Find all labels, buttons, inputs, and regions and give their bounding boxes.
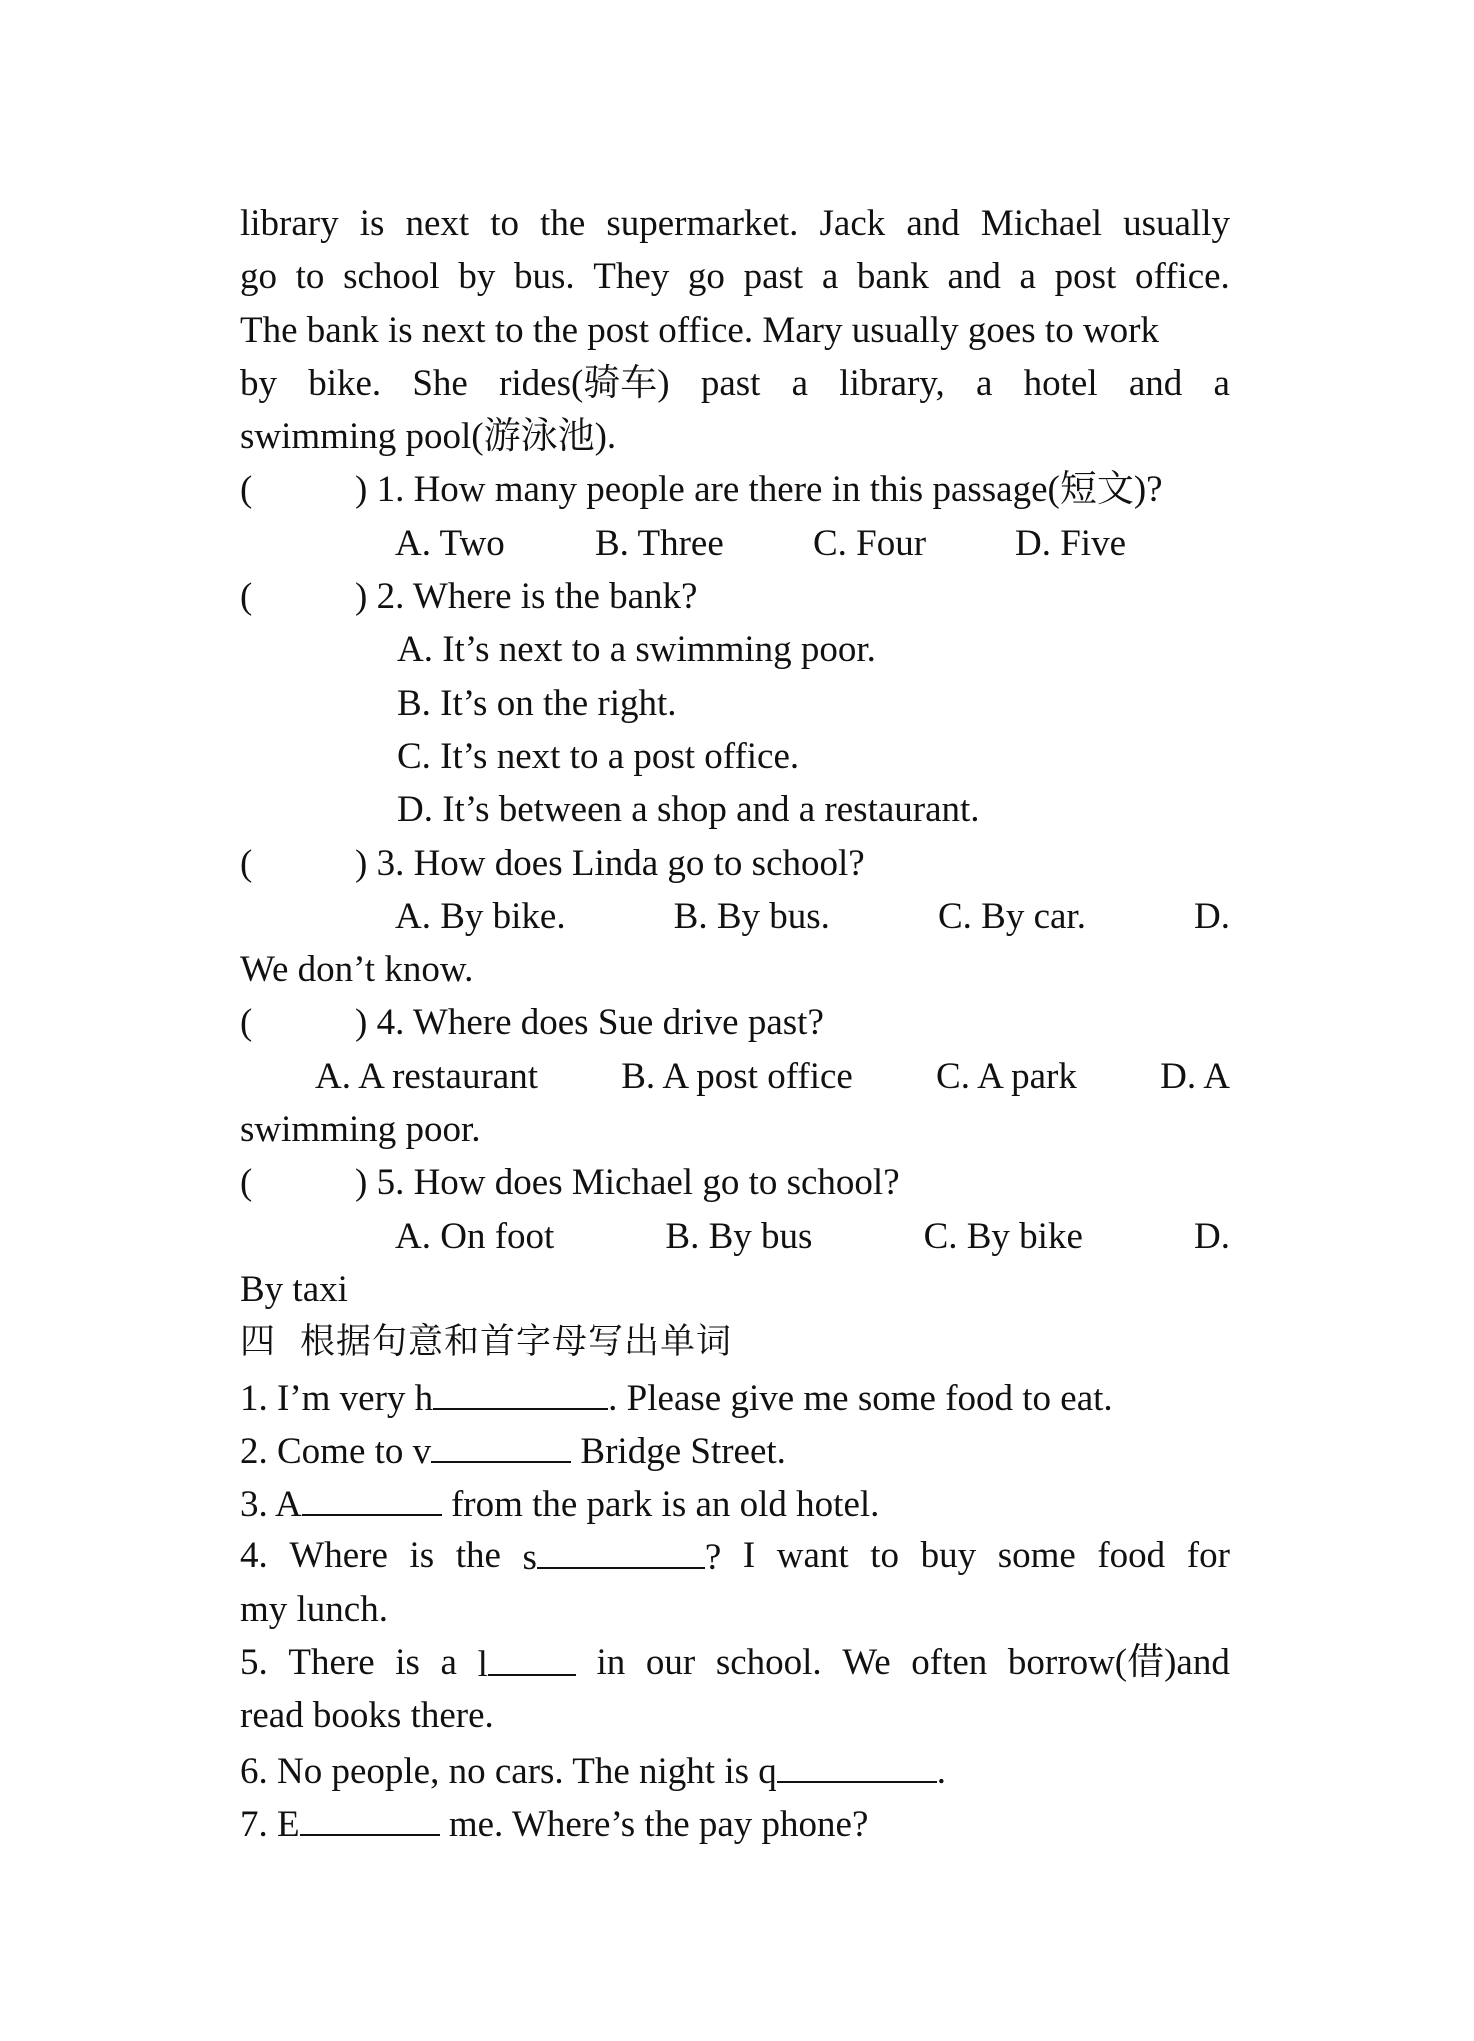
passage-word: Michael [980,203,1103,244]
passage-line-2 [240,250,1230,303]
question-2-text: 2. Where is the bank? [376,576,698,618]
option-c: C. Four [813,522,927,564]
passage-word: bike. [308,362,382,404]
passage-word: a [791,362,809,404]
fill-word: our [645,1642,696,1684]
option-d: D. A [1160,1055,1230,1097]
passage-word: post [1054,256,1117,298]
fill-letter-with-blank [478,1636,576,1689]
question-3: ( ) 3. How does Linda go to school? [240,837,1230,890]
question-3-text: 3. How does Linda go to school? [376,842,865,884]
option-d: D. Five [1015,522,1126,564]
passage-word: and [906,203,960,244]
passage-word: bank [856,256,929,298]
passage-word: past [743,256,804,298]
answer-blank-7[interactable] [300,1796,440,1836]
option-c: C. A park [936,1055,1077,1097]
option-d: D. [1194,1215,1230,1257]
passage-word: go [240,256,277,298]
passage-word: and [947,256,1001,298]
option-c: C. By car. [937,895,1086,937]
question-2: ( ) 2. Where is the bank? [240,570,1230,623]
question-4-options [240,1050,1230,1103]
passage-word: go [687,256,725,298]
option-a: A. By bike. [395,895,566,937]
passage-word: a [975,362,993,404]
fill-word: is [395,1642,420,1684]
passage-word: supermarket. [606,203,799,244]
question-5: ( ) 5. How does Michael go to school? [240,1156,1230,1209]
answer-blank-1[interactable] [433,1370,608,1410]
fill-word: I [742,1535,756,1577]
fill-item-5-wrap: read books there. [240,1695,494,1737]
question-5-options [240,1210,1230,1263]
fill-word: school. [715,1642,822,1684]
option-c: C. By bike [923,1215,1083,1257]
question-1-text: 1. How many people are there in this passage(短文)? [376,469,1163,511]
fill-word: buy [920,1535,977,1577]
option-b: B. By bus. [673,895,830,937]
passage-line-4 [240,357,1230,410]
passage-word: office. [1134,256,1230,298]
answer-paren-1[interactable]: ( [240,469,253,511]
passage-word: school [343,256,440,298]
answer-paren-2[interactable]: ( [240,576,253,618]
initial-letter: s [522,1537,537,1579]
fill-word: There [288,1642,375,1684]
passage-word: by [458,256,496,298]
fill-word: We [842,1642,891,1684]
option-c: C. It’s next to a post office. [397,735,800,777]
question-5-text: 5. How does Michael go to school? [376,1162,900,1204]
option-b: B. Three [595,522,724,564]
fill-word: the [455,1535,501,1577]
fill-word: often [911,1642,988,1684]
fill-letter-with-blank [522,1529,721,1582]
passage-line-1 [240,197,1230,250]
answer-blank-3[interactable] [302,1476,442,1516]
passage-word: the [540,203,586,244]
passage-word: The bank is next to the post office. Mary usually goes to work [240,309,1160,351]
option-b: B. It’s on the right. [397,682,677,724]
fill-word: some [997,1535,1076,1577]
fill-item-1: 1. I’m very h . Please give me some food to eat. [240,1370,1230,1423]
passage-word: library, [839,362,945,404]
passage-word: hotel [1023,362,1098,404]
passage-word: by [240,362,277,404]
fill-item-6: 6. No people, no cars. The night is q . [240,1743,1230,1796]
passage-word: rides(骑车) [499,362,670,404]
fill-word: want [776,1535,849,1577]
answer-blank-2[interactable] [431,1423,571,1463]
passage-word: next [405,203,470,244]
passage-word: to [295,256,325,298]
passage-word: to [490,203,519,244]
fill-item-4 [240,1529,1230,1582]
answer-blank-6[interactable] [777,1743,937,1783]
answer-paren-5[interactable]: ( [240,1162,253,1204]
passage-word: usually [1123,203,1230,244]
fill-word: in [596,1642,626,1684]
passage-word: They [593,256,670,298]
fill-item-2: 2. Come to v Bridge Street. [240,1423,1230,1476]
section-4-number: 四 [240,1322,277,1363]
passage-word: a [821,256,839,298]
question-4-text: 4. Where does Sue drive past? [376,1002,824,1044]
passage-word: and [1128,362,1183,404]
question-3-option-d-wrap: We don’t know. [240,949,474,991]
passage-line-5: swimming pool(游泳池). [240,416,617,458]
answer-blank-5[interactable] [488,1636,576,1676]
section-4-title: 根据句意和首字母写出单词 [300,1322,733,1363]
answer-paren-3[interactable]: ( [240,842,253,884]
question-1: ( ) 1. How many people are there in this passage(短文)? [240,463,1230,516]
question-3-options [240,890,1230,943]
fill-word: Where [289,1535,388,1577]
initial-letter: l [477,1644,488,1686]
option-a: A. A restaurant [315,1055,538,1097]
passage-word: Jack [819,203,886,244]
answer-paren-4[interactable]: ( [240,1002,253,1044]
fill-word: 5. [240,1642,268,1684]
passage-word: a [1019,256,1036,298]
fill-word: 4. [240,1535,268,1577]
question-1-options [240,517,1230,570]
fill-item-5 [240,1636,1230,1689]
fill-item-7: 7. E me. Where’s the pay phone? [240,1796,1230,1849]
option-d: D. [1194,895,1230,937]
option-a: A. It’s next to a swimming poor. [397,629,876,671]
fill-item-4-wrap: my lunch. [240,1588,388,1630]
passage-word: past [700,362,761,404]
passage-word: bus. [513,256,575,298]
answer-blank-4[interactable] [537,1529,705,1569]
question-5-option-d-wrap: By taxi [240,1268,348,1310]
fill-word: to [870,1535,900,1577]
fill-word: borrow(借)and [1007,1642,1230,1684]
passage-word: is [359,203,385,244]
fill-item-3: 3. A from the park is an old hotel. [240,1476,1230,1529]
option-d: D. It’s between a shop and a restaurant. [397,789,980,831]
question-4: ( ) 4. Where does Sue drive past? [240,996,1230,1049]
section-4-heading [240,1316,1230,1369]
option-b: B. A post office [621,1055,853,1097]
fill-word: for [1186,1535,1230,1577]
question-4-option-d-wrap: swimming poor. [240,1109,481,1151]
fill-word: is [409,1535,435,1577]
option-a: A. Two [395,522,505,564]
passage-line-3 [240,304,1230,357]
passage-word: She [412,362,468,404]
fill-word: ? [704,1537,722,1579]
fill-word: food [1097,1535,1166,1577]
fill-word: a [440,1642,457,1684]
passage-word: library [240,203,339,244]
option-a: A. On foot [395,1215,555,1257]
worksheet-content [240,197,1230,1849]
option-b: B. By bus [665,1215,813,1257]
passage-word: a [1213,362,1230,404]
